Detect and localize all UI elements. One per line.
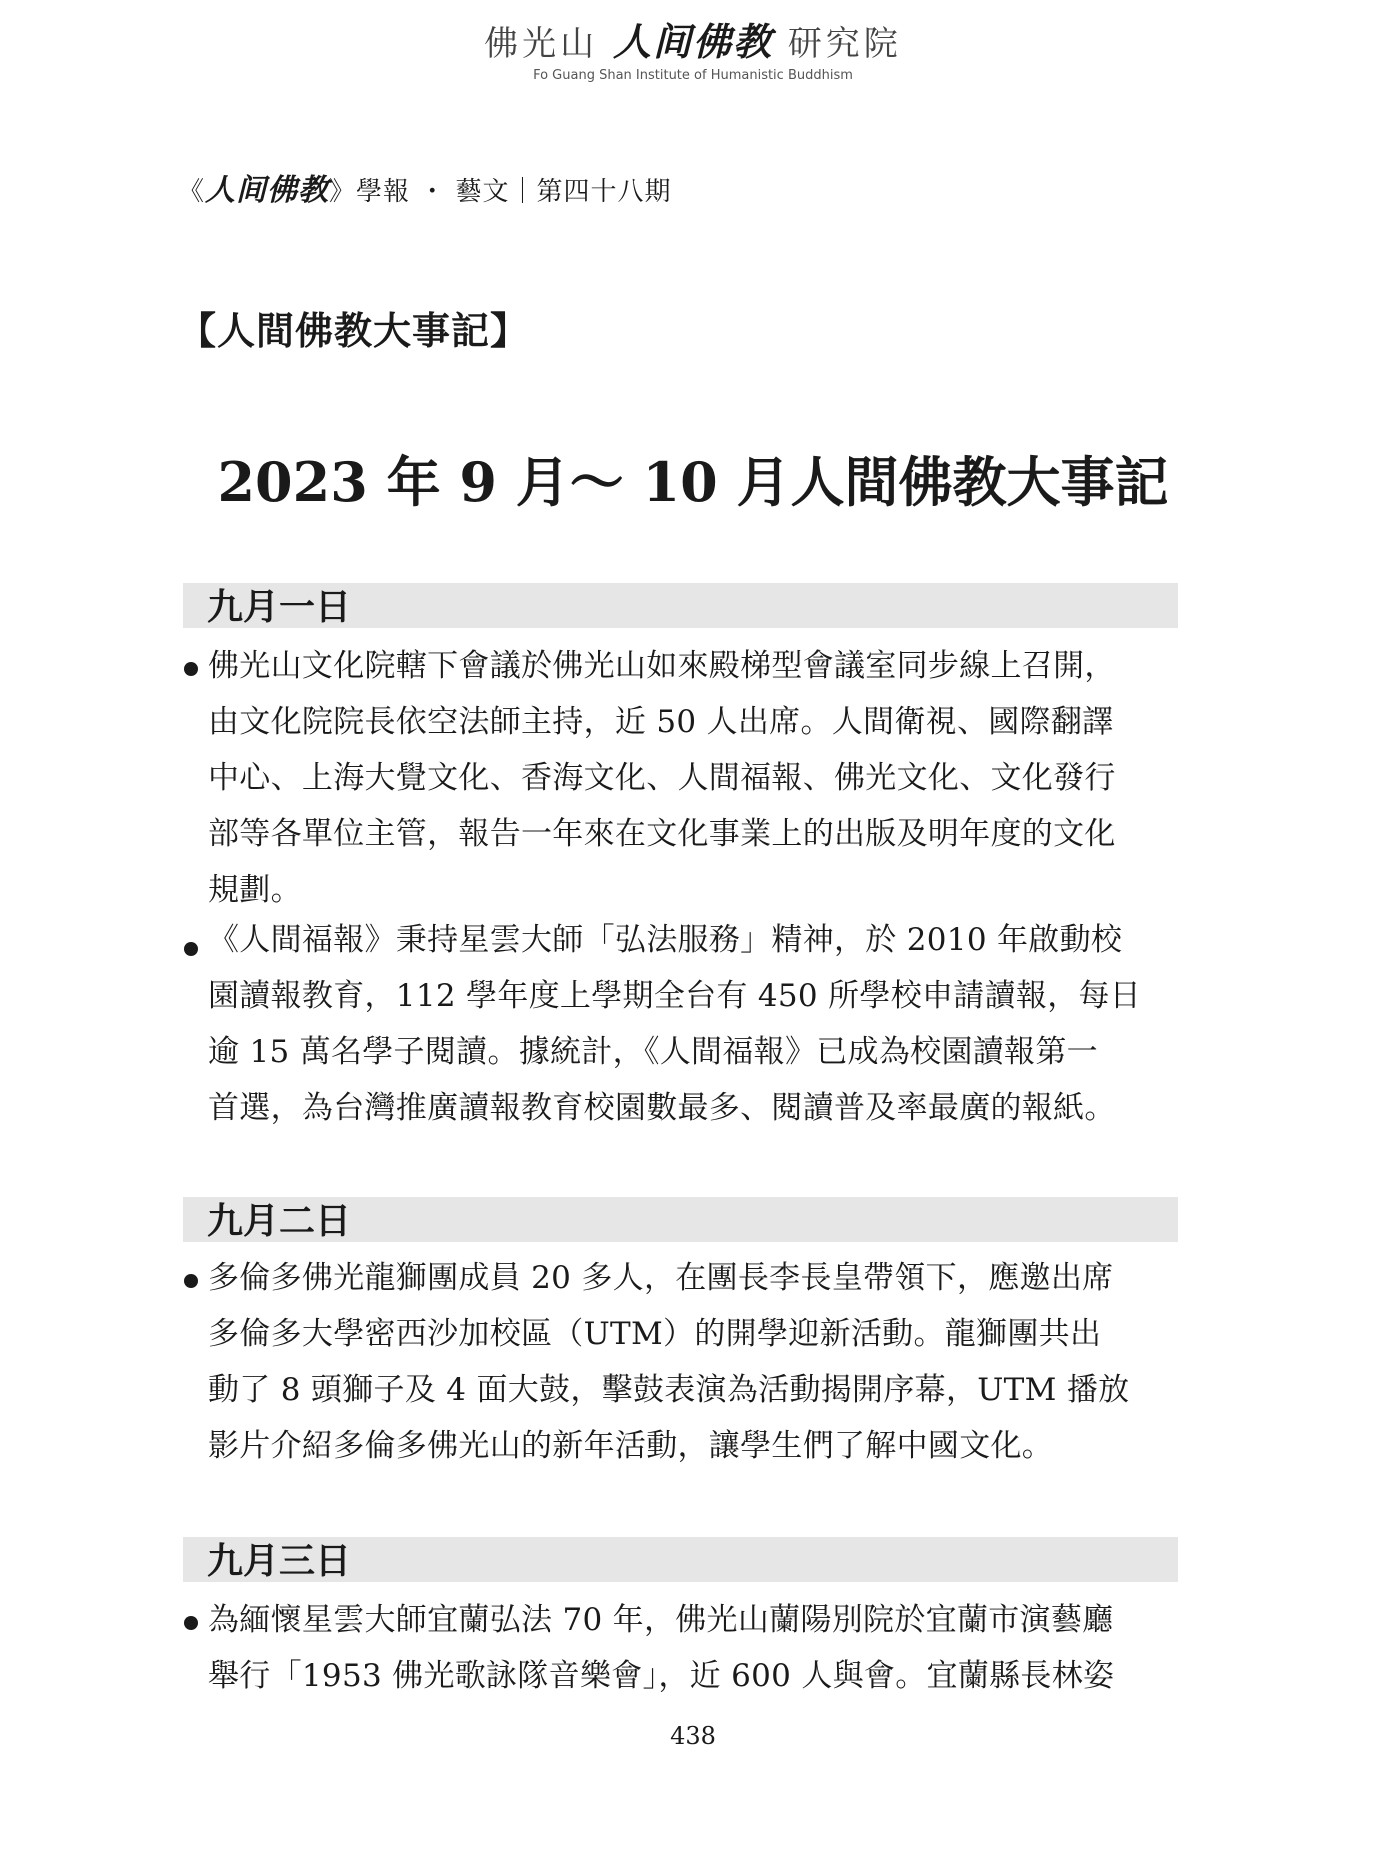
bullet-icon — [184, 662, 198, 676]
institute-suffix: 研究院 — [787, 24, 902, 64]
institute-header — [0, 20, 1386, 84]
page-title: 2023 年 9 月～ 10 月人間佛教大事記 — [217, 450, 1169, 514]
entry-line: 多倫多佛光龍獅團成員 20 多人，在團長李長皇帶領下，應邀出席 — [208, 1260, 1114, 1296]
entry-line: 逾 15 萬名學子閱讀。據統計，《人間福報》已成為校園讀報第一 — [208, 1034, 1098, 1070]
bullet-icon — [184, 1616, 198, 1630]
entry-line: 多倫多大學密西沙加校區（UTM）的開學迎新活動。龍獅團共出 — [208, 1316, 1102, 1352]
entry-line: 園讀報教育，112 學年度上學期全台有 450 所學校申請讀報，每日 — [208, 978, 1142, 1014]
journal-issue-text: 》學報 ・ 藝文｜第四十八期 — [329, 177, 672, 207]
date-heading: 九月一日 — [183, 583, 1178, 628]
entry-line: 規劃。 — [208, 872, 302, 908]
institute-name — [0, 20, 1386, 66]
journal-open-quote: 《 — [178, 177, 206, 207]
section-label: 【人間佛教大事記】 — [178, 308, 530, 353]
list-item — [180, 920, 1180, 1126]
journal-running-head — [178, 165, 672, 209]
entry-line: 影片介紹多倫多佛光山的新年活動，讓學生們了解中國文化。 — [208, 1428, 1054, 1464]
bullet-icon — [184, 1274, 198, 1288]
entry-line: 《人間福報》秉持星雲大師「弘法服務」精神，於 2010 年啟動校 — [208, 922, 1123, 958]
date-heading: 九月三日 — [183, 1537, 1178, 1582]
institute-brand-logo: 人间佛教 — [612, 19, 773, 64]
entry-line: 動了 8 頭獅子及 4 面大鼓，擊鼓表演為活動揭開序幕，UTM 播放 — [208, 1372, 1130, 1408]
entry-line: 佛光山文化院轄下會議於佛光山如來殿梯型會議室同步線上召開， — [208, 648, 1116, 684]
entry-line: 首選，為台灣推廣讀報教育校園數最多、閱讀普及率最廣的報紙。 — [208, 1090, 1116, 1126]
entry-line: 為緬懷星雲大師宜蘭弘法 70 年，佛光山蘭陽別院於宜蘭市演藝廳 — [208, 1602, 1114, 1638]
list-item — [180, 640, 1180, 908]
page-number: 438 — [670, 1722, 716, 1750]
journal-brand-logo: 人间佛教 — [205, 173, 330, 208]
institute-english-name: Fo Guang Shan Institute of Humanistic Buddhism — [533, 68, 853, 83]
entry-line: 中心、上海大覺文化、香海文化、人間福報、佛光文化、文化發行 — [208, 760, 1116, 796]
list-item — [180, 1594, 1180, 1694]
list-item — [180, 1252, 1180, 1464]
entry-line: 舉行「1953 佛光歌詠隊音樂會」，近 600 人與會。宜蘭縣長林姿 — [208, 1658, 1115, 1694]
date-heading: 九月二日 — [183, 1197, 1178, 1242]
bullet-icon — [184, 942, 198, 956]
entry-line: 部等各單位主管，報告一年來在文化事業上的出版及明年度的文化 — [208, 816, 1116, 852]
institute-prefix: 佛光山 — [484, 24, 599, 64]
entry-line: 由文化院院長依空法師主持，近 50 人出席。人間衛視、國際翻譯 — [208, 704, 1114, 740]
